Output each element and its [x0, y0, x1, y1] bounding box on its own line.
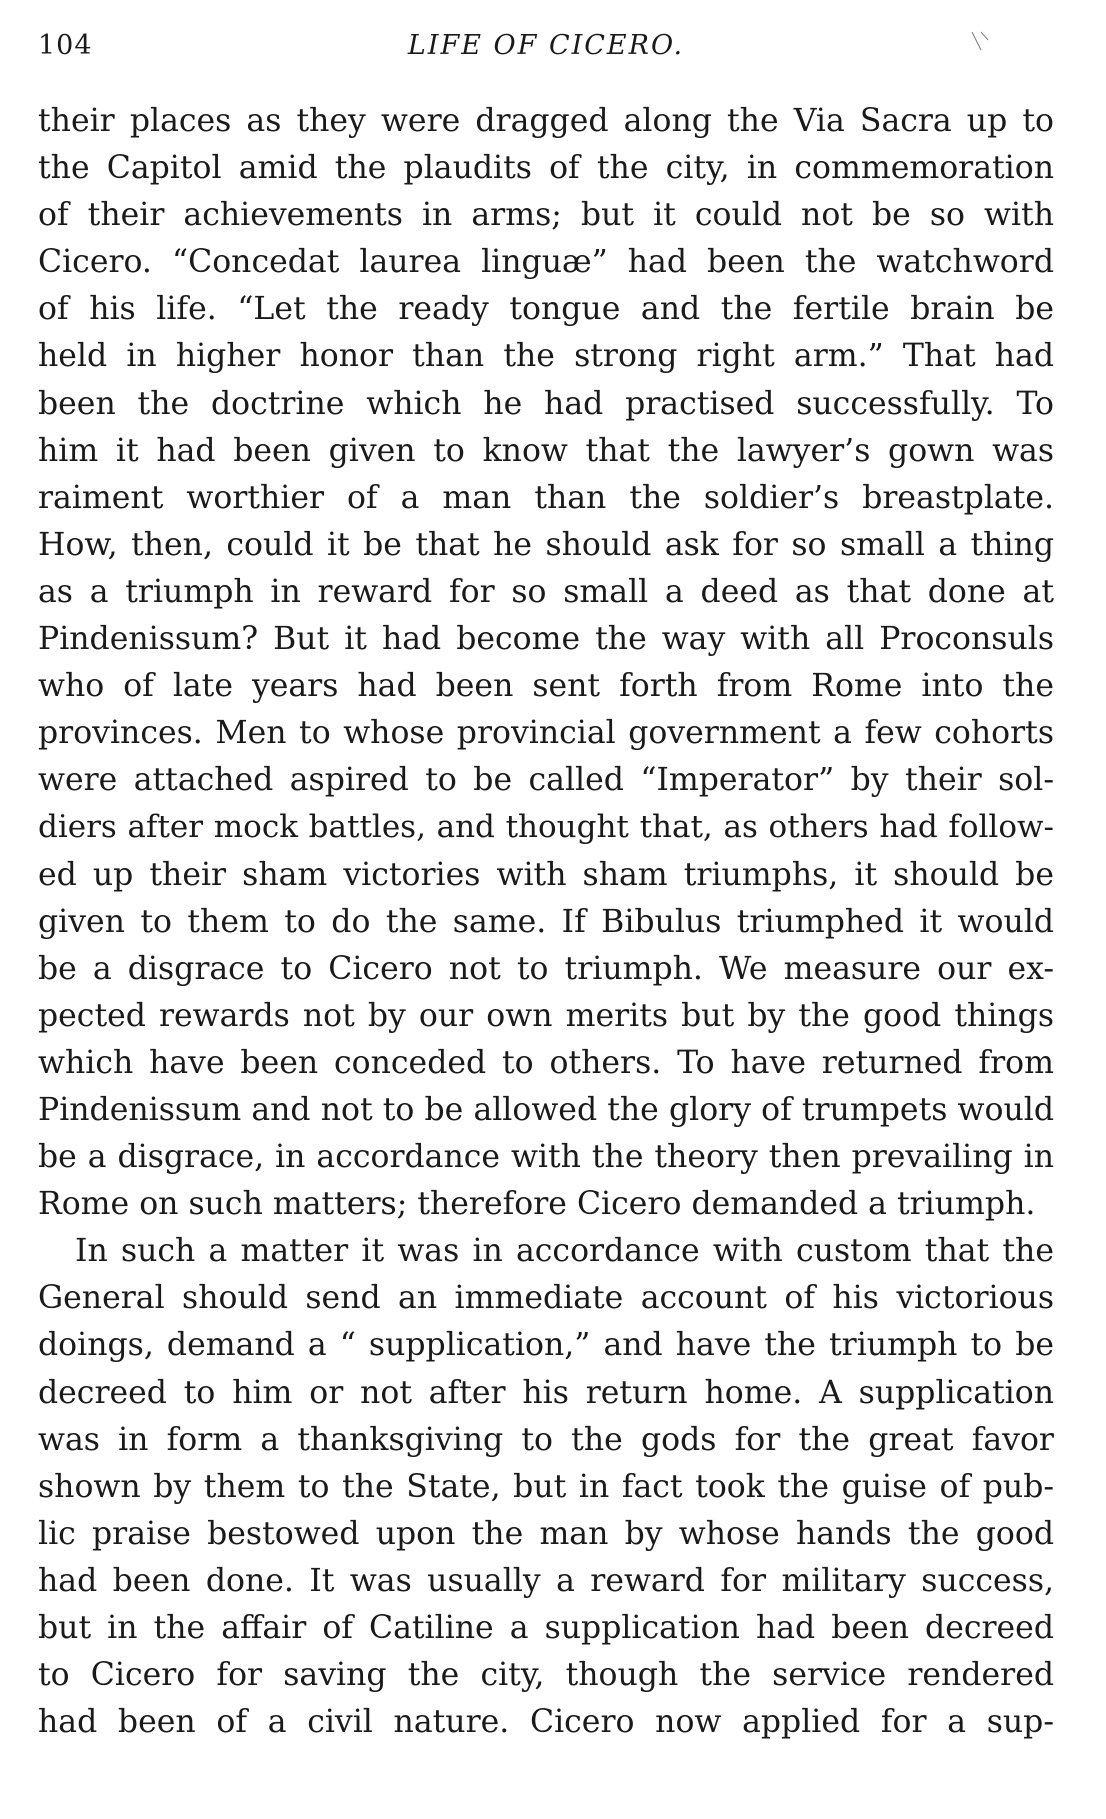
text-line: Cicero. “Concedat laurea linguæ” had been the watchword: [38, 244, 1054, 281]
text-line: of his life. “Let the ready tongue and the fertile brain be: [38, 291, 1054, 328]
text-line: raiment worthier of a man than the soldier’s breastplate.: [38, 479, 1054, 516]
text-line: pected rewards not by our own merits but by the good things: [38, 997, 1054, 1034]
text-line: diers after mock battles, and thought that, as others had follow-: [38, 809, 1054, 846]
text-line: their places as they were dragged along the Via Sacra up to: [38, 103, 1054, 139]
text-line: decreed to him or not after his return home. A supplication: [38, 1374, 1054, 1411]
text-line: the Capitol amid the plaudits of the city, in commemoration: [38, 150, 1054, 187]
text-line: given to them to do the same. If Bibulus triumphed it would: [38, 903, 1054, 940]
text-line: as a triumph in reward for so small a deed as that done at: [38, 573, 1054, 610]
text-line: which have been conceded to others. To have returned from: [38, 1044, 1054, 1081]
text-line: Pindenissum and not to be allowed the glory of trumpets would: [38, 1091, 1054, 1128]
paragraph-start-line: In such a matter it was in accordance with custom that the: [75, 1233, 1054, 1270]
text-line: held in higher honor than the strong right arm.” That had: [38, 338, 1054, 375]
text-line: shown by them to the State, but in fact took the guise of pub-: [38, 1468, 1054, 1505]
text-line: be a disgrace to Cicero not to triumph. We measure our ex-: [38, 950, 1054, 987]
running-head: [38, 30, 1054, 70]
text-line: How, then, could it be that he should ask for so small a thing: [38, 526, 1054, 563]
text-line: been the doctrine which he had practised successfully. To: [38, 385, 1054, 422]
text-line: ed up their sham victories with sham triumphs, it should be: [38, 856, 1054, 893]
text-line: Pindenissum? But it had become the way with all Proconsuls: [38, 621, 1054, 658]
text-line: of their achievements in arms; but it could not be so with: [38, 197, 1054, 234]
text-line: was in form a thanksgiving to the gods for the great favor: [38, 1421, 1054, 1458]
text-line: to Cicero for saving the city, though the service rendered: [38, 1657, 1054, 1694]
text-line: were attached aspired to be called “Imperator” by their sol-: [38, 762, 1054, 799]
text-line: lic praise bestowed upon the man by whose hands the good: [38, 1515, 1054, 1552]
text-line: provinces. Men to whose provincial government a few cohorts: [38, 715, 1054, 752]
text-line: but in the affair of Catiline a supplication had been decreed: [38, 1610, 1054, 1646]
text-line: General should send an immediate account of his victorious: [38, 1280, 1054, 1317]
body-text: [38, 98, 1054, 1746]
text-line: had been done. It was usually a reward for military success,: [38, 1562, 1054, 1599]
text-line: Rome on such matters; therefore Cicero demanded a triumph.: [38, 1186, 1036, 1223]
text-line: doings, demand a “ supplication,” and have the triumph to be: [38, 1327, 1054, 1364]
corner-pencil-mark: [970, 30, 992, 52]
text-line: had been of a civil nature. Cicero now applied for a sup-: [38, 1704, 1054, 1741]
page-number: 104: [38, 30, 93, 61]
text-line: who of late years had been sent forth from Rome into the: [38, 668, 1054, 705]
running-title: LIFE OF CICERO.: [407, 30, 685, 61]
text-line: him it had been given to know that the lawyer’s gown was: [38, 432, 1054, 469]
text-line: be a disgrace, in accordance with the theory then prevailing in: [38, 1139, 1054, 1176]
